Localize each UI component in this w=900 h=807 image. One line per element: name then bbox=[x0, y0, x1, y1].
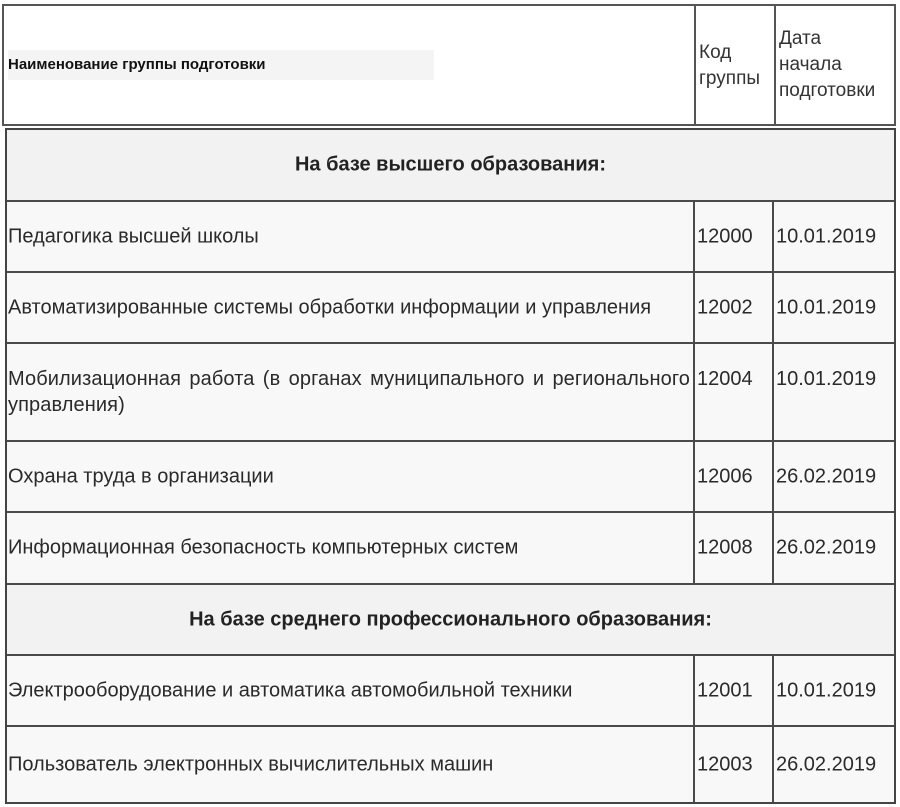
start-date: 10.01.2019 bbox=[776, 225, 877, 247]
name-cell bbox=[7, 273, 693, 342]
header-date-label: Дата начала подготовки bbox=[779, 28, 876, 101]
group-code: 12004 bbox=[697, 368, 753, 390]
start-date: 10.01.2019 bbox=[776, 296, 877, 318]
section-row-higher bbox=[7, 130, 894, 202]
group-code: 12001 bbox=[697, 679, 753, 701]
program-name: Охрана труда в организации bbox=[8, 465, 274, 487]
table-row bbox=[7, 202, 894, 273]
training-groups-table bbox=[5, 128, 896, 804]
name-cell bbox=[7, 656, 693, 725]
group-code: 12006 bbox=[697, 465, 753, 487]
name-cell bbox=[7, 727, 693, 802]
start-date: 26.02.2019 bbox=[776, 536, 877, 559]
program-name: Электрооборудование и автоматика автомобильной техники bbox=[8, 679, 573, 701]
code-cell bbox=[693, 656, 772, 725]
code-cell bbox=[693, 727, 772, 802]
start-date: 26.02.2019 bbox=[776, 465, 877, 487]
date-cell bbox=[772, 202, 894, 271]
date-cell bbox=[772, 656, 894, 725]
header-name-label: Наименование группы подготовки bbox=[8, 50, 434, 80]
date-cell bbox=[772, 344, 894, 440]
header-date-cell bbox=[774, 6, 894, 124]
date-cell bbox=[772, 513, 894, 583]
program-name: Автоматизированные системы обработки информации и управления bbox=[8, 296, 652, 318]
section-row-vocational bbox=[7, 585, 894, 656]
program-name: Пользователь электронных вычислительных машин bbox=[8, 753, 494, 775]
name-cell bbox=[7, 202, 693, 271]
name-cell bbox=[7, 442, 693, 511]
code-cell bbox=[693, 442, 772, 511]
table-row bbox=[7, 442, 894, 513]
group-code: 12003 bbox=[697, 753, 753, 775]
start-date: 26.02.2019 bbox=[776, 753, 877, 775]
table-row bbox=[7, 656, 894, 727]
name-cell bbox=[7, 344, 693, 440]
group-code: 12000 bbox=[697, 225, 753, 247]
date-cell bbox=[772, 442, 894, 511]
table-row bbox=[7, 344, 894, 442]
start-date: 10.01.2019 bbox=[776, 368, 877, 390]
code-cell bbox=[693, 513, 772, 583]
program-name: Информационная безопасность компьютерных систем bbox=[8, 536, 519, 559]
section-title: На базе высшего образования: bbox=[294, 153, 606, 176]
table-header bbox=[2, 4, 896, 126]
header-name-cell bbox=[4, 6, 694, 124]
group-code: 12008 bbox=[697, 536, 753, 559]
section-title: На базе среднего профессионального образования: bbox=[189, 608, 712, 630]
date-cell bbox=[772, 727, 894, 802]
code-cell bbox=[693, 202, 772, 271]
date-cell bbox=[772, 273, 894, 342]
table-row bbox=[7, 513, 894, 585]
header-code-cell bbox=[694, 6, 774, 124]
program-name: Мобилизационная работа (в органах муниципального и регионального управления) bbox=[8, 368, 690, 416]
program-name: Педагогика высшей школы bbox=[8, 225, 259, 247]
name-cell bbox=[7, 513, 693, 583]
table-row bbox=[7, 273, 894, 344]
table-row bbox=[7, 727, 894, 802]
code-cell bbox=[693, 273, 772, 342]
header-code-label: Код группы bbox=[699, 42, 761, 89]
code-cell bbox=[693, 344, 772, 440]
start-date: 10.01.2019 bbox=[776, 679, 877, 701]
group-code: 12002 bbox=[697, 296, 753, 318]
